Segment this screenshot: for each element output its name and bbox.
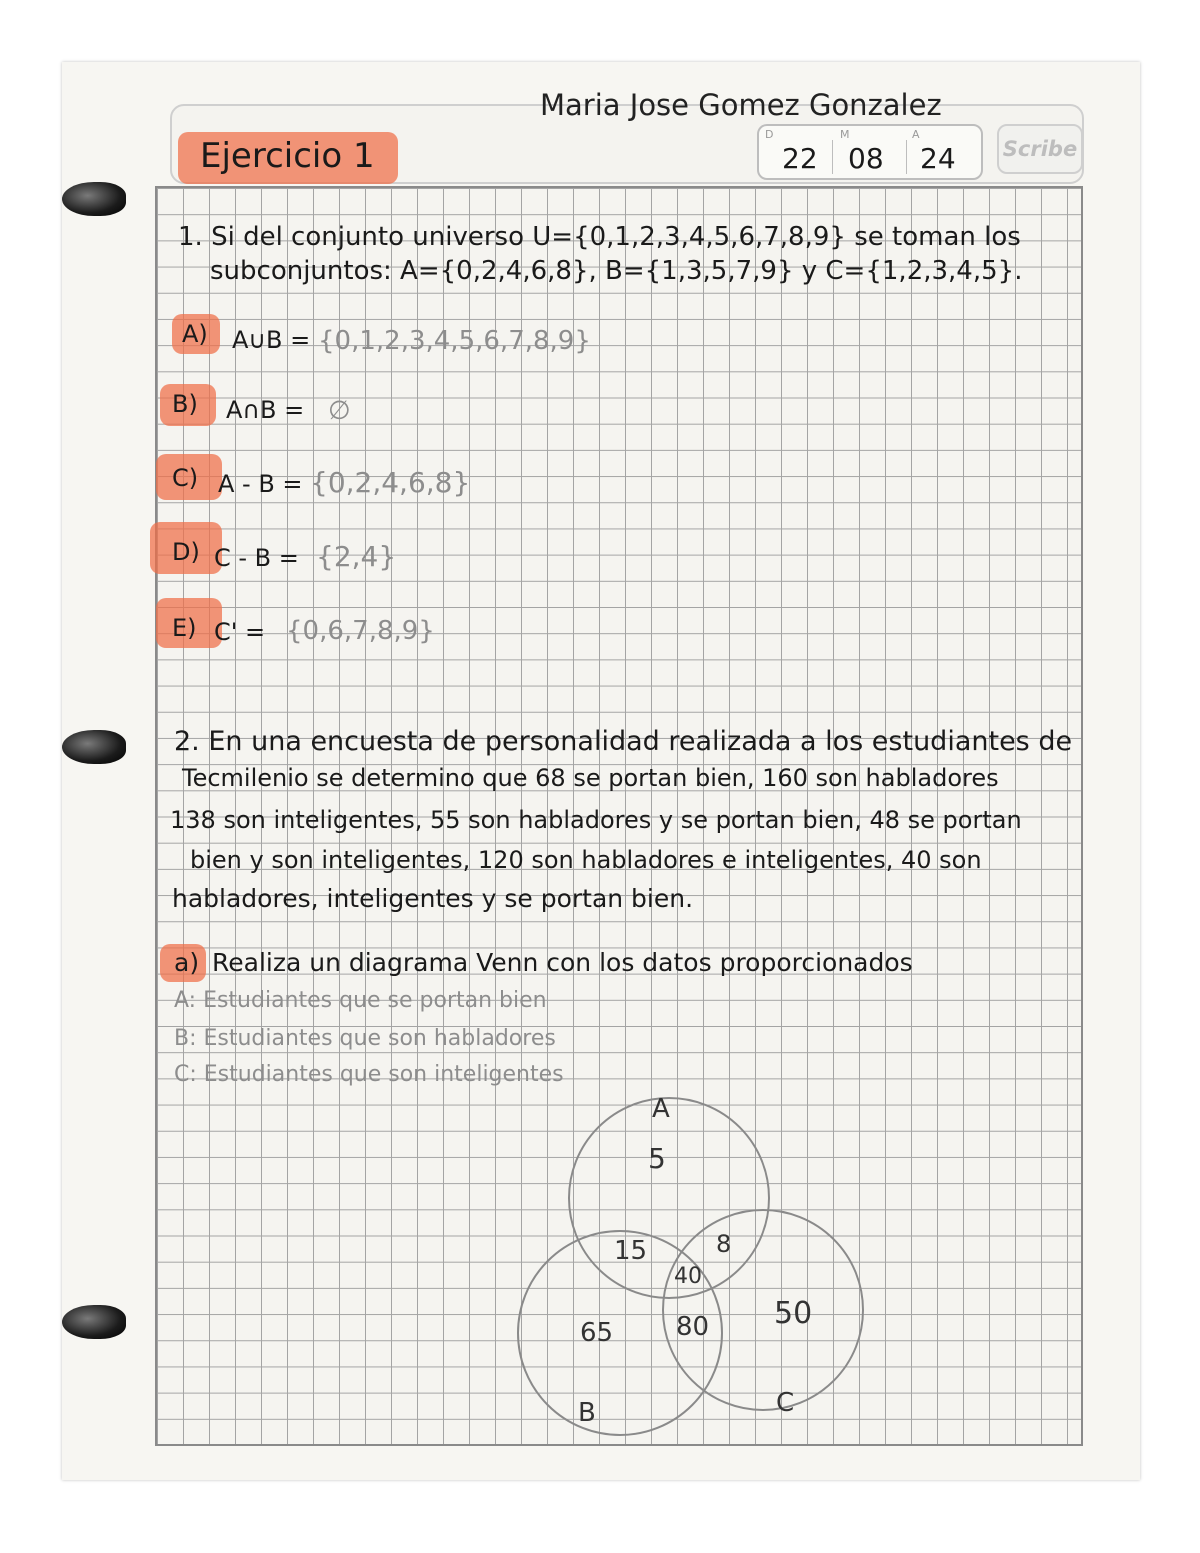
venn-label-b: B [578, 1398, 596, 1428]
ex2-line-2: Tecmilenio se determino que 68 se portan bien, 160 son habladores [182, 764, 999, 792]
answer-a-expression: A∪B = [232, 326, 311, 354]
ex1-prompt-line-1: 1. Si del conjunto universo U={0,1,2,3,4,5,6,7,8,9} se toman los [178, 222, 1021, 252]
date-year: 24 [920, 142, 956, 175]
legend-a: A: Estudiantes que se portan bien [174, 988, 547, 1013]
answer-e-expression: C' = [214, 618, 266, 646]
date-letter-year: A [912, 128, 920, 141]
answer-b-result: ∅ [328, 396, 351, 426]
venn-value-a-b-c: 40 [674, 1264, 702, 1289]
venn-value-c-only: 50 [774, 1296, 813, 1331]
answer-c-label: C) [172, 464, 199, 492]
part-a-text: Realiza un diagrama Venn con los datos proporcionados [212, 948, 913, 977]
legend-c: C: Estudiantes que son inteligentes [174, 1062, 564, 1087]
ex2-line-5: habladores, inteligentes y se portan bien. [172, 884, 694, 913]
brand-logo: Scribe [997, 124, 1083, 174]
ex1-prompt-line-2: subconjuntos: A={0,2,4,6,8}, B={1,3,5,7,9} y C={1,2,3,4,5}. [210, 256, 1023, 286]
venn-circle-a [569, 1098, 769, 1298]
answer-b-expression: A∩B = [226, 396, 305, 424]
venn-value-b-c: 80 [676, 1312, 710, 1342]
date-letter-day: D [765, 128, 774, 141]
venn-value-b-only: 65 [580, 1318, 614, 1348]
answer-b-label: B) [172, 390, 198, 418]
ex2-line-4: bien y son inteligentes, 120 son habladores e inteligentes, 40 son [190, 846, 982, 874]
exercise-title: Ejercicio 1 [200, 136, 375, 176]
venn-value-a-b: 15 [614, 1236, 648, 1266]
venn-circle-c [663, 1210, 863, 1410]
venn-value-a-only: 5 [648, 1142, 666, 1175]
venn-value-a-c: 8 [716, 1230, 732, 1258]
answer-d-result: {2,4} [316, 540, 397, 573]
legend-b: B: Estudiantes que son habladores [174, 1026, 556, 1051]
date-letter-month: M [840, 128, 850, 141]
part-a-label: a) [174, 948, 200, 977]
answer-a-result: {0,1,2,3,4,5,6,7,8,9} [318, 326, 591, 356]
answer-d-expression: C - B = [214, 544, 299, 572]
ex2-line-1: 2. En una encuesta de personalidad realizada a los estudiantes de [174, 726, 1073, 757]
answer-c-result: {0,2,4,6,8} [310, 466, 471, 499]
answer-e-result: {0,6,7,8,9} [286, 616, 435, 646]
answer-c-expression: A - B = [218, 470, 303, 498]
venn-label-a: A [652, 1094, 670, 1124]
author-name: Maria Jose Gomez Gonzalez [540, 88, 942, 122]
date-month: 08 [848, 142, 884, 175]
answer-d-label: D) [172, 538, 200, 566]
ex2-line-3: 138 son inteligentes, 55 son habladores y se portan bien, 48 se portan [170, 806, 1022, 834]
date-day: 22 [782, 142, 818, 175]
venn-label-c: C [776, 1388, 795, 1418]
answer-e-label: E) [172, 614, 197, 642]
answer-a-label: A) [182, 320, 208, 348]
